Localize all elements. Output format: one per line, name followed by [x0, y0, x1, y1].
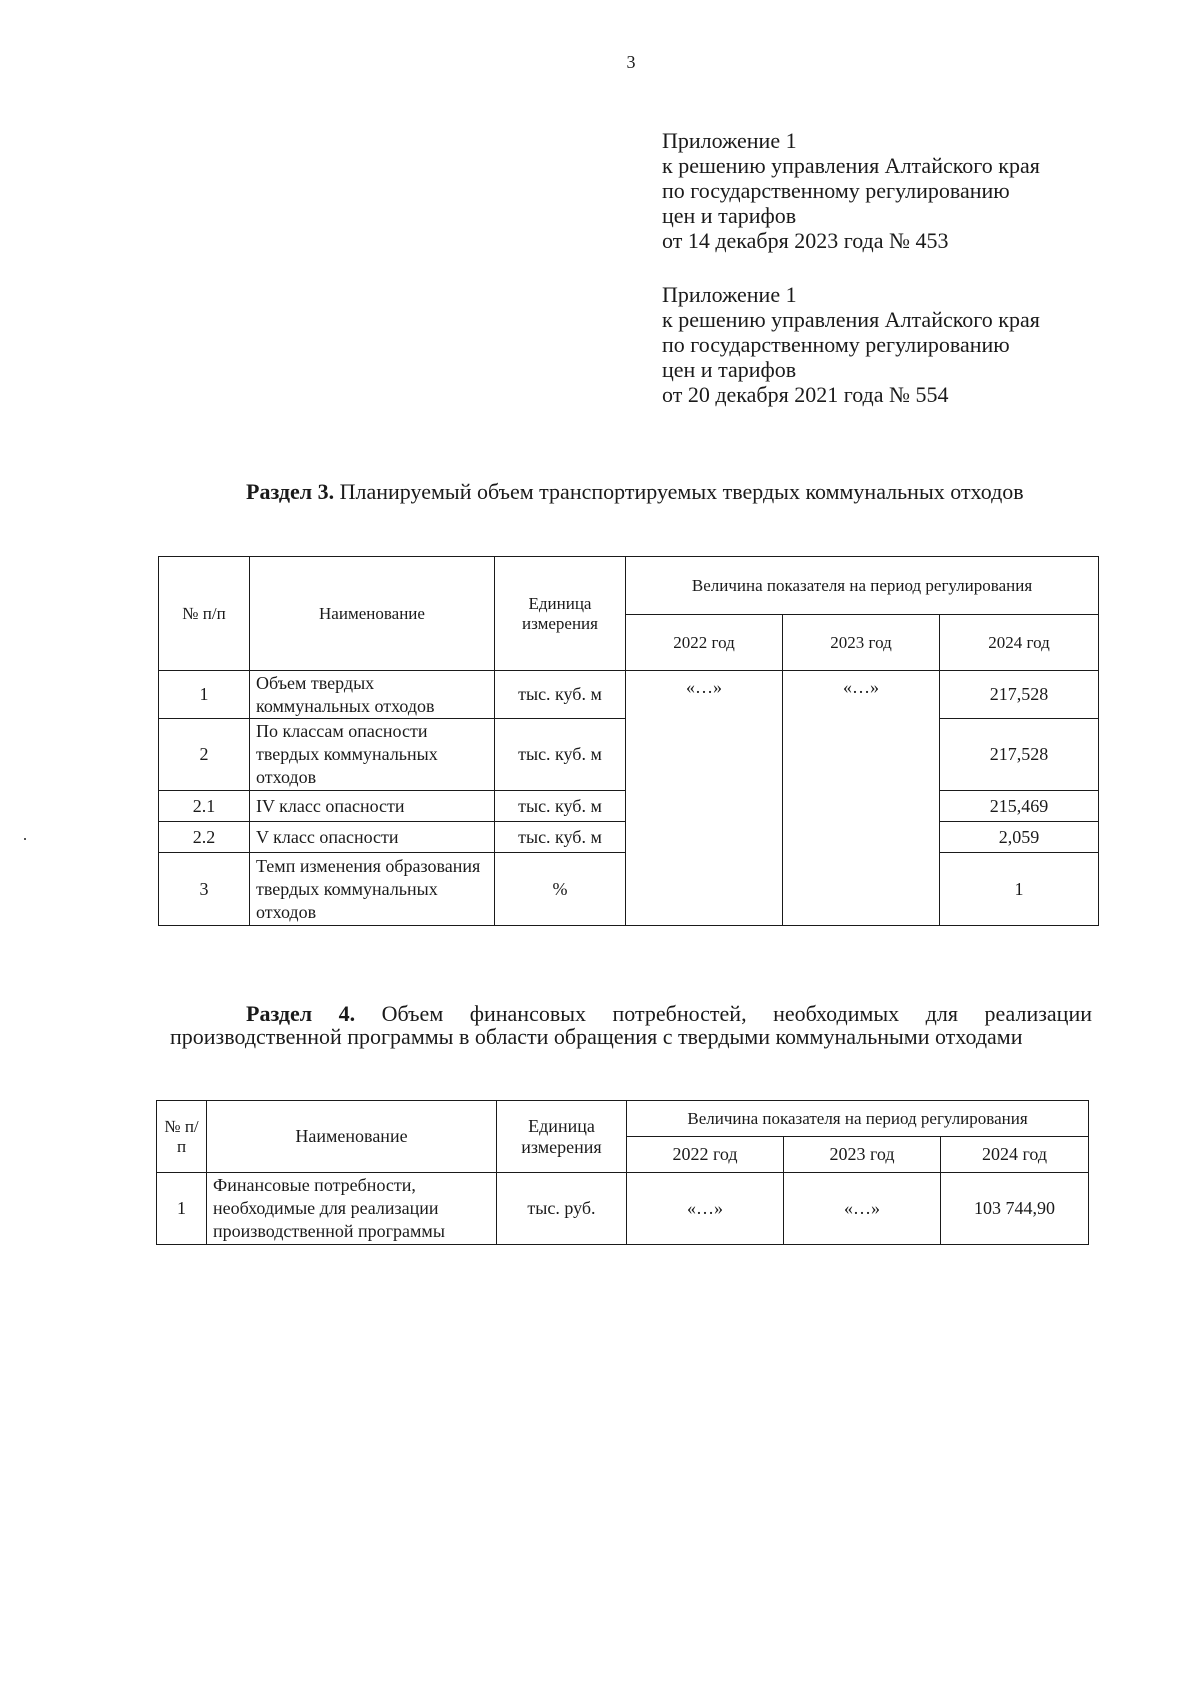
cell-2024: 1: [940, 853, 1099, 926]
appendix-line: Приложение 1: [662, 282, 797, 307]
cell-2024: 103 744,90: [941, 1173, 1089, 1245]
section-4-heading: [170, 1002, 1092, 1048]
cell-num: 2.2: [159, 822, 250, 853]
cell-num: 1: [157, 1173, 207, 1245]
header-name: Наименование: [207, 1101, 497, 1173]
header-year-2024: 2024 год: [941, 1137, 1089, 1173]
header-unit: Единица измерения: [495, 557, 626, 671]
cell-2022: «…»: [627, 1173, 784, 1245]
header-num: № п/ п: [157, 1101, 207, 1173]
table-row: [157, 1173, 1089, 1245]
header-num: № п/п: [159, 557, 250, 671]
appendix-block-original: [662, 282, 1040, 407]
header-year-2023: 2023 год: [783, 615, 940, 671]
header-year-2024: 2024 год: [940, 615, 1099, 671]
cell-name: IV класс опасности: [250, 791, 495, 822]
cell-unit: тыс. куб. м: [495, 719, 626, 791]
appendix-line: к решению управления Алтайского края: [662, 153, 1040, 178]
page-number: 3: [626, 52, 636, 72]
appendix-line: от 14 декабря 2023 года № 453: [662, 228, 949, 253]
appendix-block-current: [662, 128, 1040, 253]
cell-merged-2022: «…»: [626, 671, 783, 926]
cell-name: V класс опасности: [250, 822, 495, 853]
cell-unit: тыс. куб. м: [495, 671, 626, 719]
appendix-line: цен и тарифов: [662, 203, 797, 228]
header-name: Наименование: [250, 557, 495, 671]
section-4-table: [156, 1100, 1089, 1245]
cell-num: 2.1: [159, 791, 250, 822]
header-unit: Единица измерения: [497, 1101, 627, 1173]
appendix-line: от 20 декабря 2021 года № 554: [662, 382, 949, 407]
cell-name: Темп изменения образования твердых коммунальных отходов: [250, 853, 495, 926]
cell-name: Финансовые потребности, необходимые для реализации производственной программы: [207, 1173, 497, 1245]
section-3-label: Раздел 3.: [246, 479, 335, 504]
appendix-line: по государственному регулированию: [662, 332, 1010, 357]
cell-2024: 215,469: [940, 791, 1099, 822]
cell-unit: тыс. куб. м: [495, 791, 626, 822]
table-row: [159, 671, 1099, 719]
appendix-line: к решению управления Алтайского края: [662, 307, 1040, 332]
header-year-2023: 2023 год: [784, 1137, 941, 1173]
section-4-label: Раздел 4.: [246, 1001, 356, 1026]
section-4-title: Объем финансовых потребностей, необходимых для реализации производственной программы в области обращения с твердыми коммунальными отходами: [170, 1001, 1092, 1049]
cell-num: 1: [159, 671, 250, 719]
cell-unit: тыс. руб.: [497, 1173, 627, 1245]
header-year-2022: 2022 год: [626, 615, 783, 671]
cell-name: Объем твердых коммунальных отходов: [250, 671, 495, 719]
section-3-title: Планируемый объем транспортируемых твердых коммунальных отходов: [339, 479, 1024, 504]
section-3-table: [158, 556, 1099, 926]
header-period: Величина показателя на период регулирования: [626, 557, 1099, 615]
cell-2024: 2,059: [940, 822, 1099, 853]
cell-num: 2: [159, 719, 250, 791]
cell-num: 3: [159, 853, 250, 926]
section-3-heading: [170, 480, 1092, 503]
header-period: Величина показателя на период регулирования: [627, 1101, 1089, 1137]
header-year-2022: 2022 год: [627, 1137, 784, 1173]
appendix-line: по государственному регулированию: [662, 178, 1010, 203]
cell-name: По классам опасности твердых коммунальных отходов: [250, 719, 495, 791]
cell-unit: тыс. куб. м: [495, 822, 626, 853]
scan-speck: [24, 838, 26, 840]
cell-2024: 217,528: [940, 671, 1099, 719]
appendix-line: Приложение 1: [662, 128, 797, 153]
cell-merged-2023: «…»: [783, 671, 940, 926]
cell-2023: «…»: [784, 1173, 941, 1245]
cell-2024: 217,528: [940, 719, 1099, 791]
cell-unit: %: [495, 853, 626, 926]
appendix-line: цен и тарифов: [662, 357, 797, 382]
